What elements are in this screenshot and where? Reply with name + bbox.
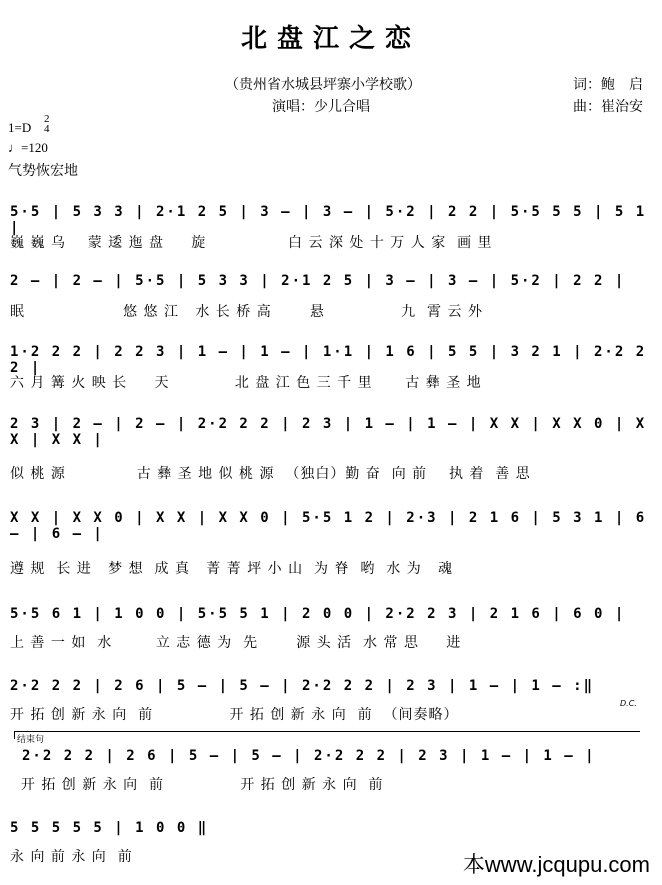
notation-text: 2 – | 2 – | 5·5 | 5 3 3 | 2·1 2 5 | 3 – | 3 – | 5·2 | 2 2 |: [10, 273, 626, 289]
notation-text: 1·2 2 2 | 2 2 3 | 1 – | 1 – | 1·1 | 1 6 | 5 5 | 3 2 1 | 2·2 2 2 |: [10, 344, 647, 376]
notation-row-4: [0, 416, 662, 448]
watermark: 本www.jcqupu.com: [462, 852, 650, 877]
lyrics-row-3: 六 月 篝 火 映 长 天 北 盘 江 色 三 千 里 古 彝 圣 地: [10, 375, 482, 391]
notation-text: 5·5 6 1 | 1 0 0 | 5·5 5 1 | 2 0 0 | 2·2 2 3 | 2 1 6 | 6 0 |: [10, 606, 626, 622]
notation-text: 5 5 5 5 5 | 1 0 0 ‖: [10, 820, 209, 836]
lyrics-row-6: 上 善 一 如 水 立 志 德 为 先 源 头 活 水 常 思 进: [10, 635, 462, 651]
notation-text: 5·5 | 5 3 3 | 2·1 2 5 | 3 – | 3 – | 5·2 | 2 2 | 5·5 5 5 | 5 1 |: [10, 204, 647, 236]
lyrics-row-8: 开 拓 创 新 永 向 前 开 拓 创 新 永 向 前: [10, 777, 384, 793]
lyrics-row-2: 眠 悠 悠 江 水 长 桥 高 悬 九 霄 云 外: [10, 304, 483, 320]
ending-label: 结束句: [17, 735, 45, 745]
subtitle: （贵州省水城县坪寨小学校歌）: [225, 77, 421, 93]
time-top: 2: [44, 113, 50, 125]
composer: 曲：崔治安: [573, 99, 643, 115]
notation-text: 2·2 2 2 | 2 6 | 5 – | 5 – | 2·2 2 2 | 2 3 | 1 – | 1 – :‖: [10, 678, 595, 694]
time-signature: [44, 114, 50, 134]
lyrics-row-7: 开 拓 创 新 永 向 前 开 拓 创 新 永 向 前 （间奏略）: [10, 707, 459, 723]
time-bottom: 4: [44, 123, 50, 135]
tempo-marking: ♩=120: [8, 140, 48, 155]
notation-row-2: [0, 273, 662, 297]
notation-text: 2 3 | 2 – | 2 – | 2·2 2 2 | 2 3 | 1 – | 1 – | X X | X X 0 | X X | X X |: [10, 416, 647, 448]
lyricist: 词：鲍 启: [573, 77, 643, 93]
notation-row-6: [0, 606, 662, 630]
notation-row-1: [0, 204, 662, 236]
lyrics-row-9: 永 向 前 永 向 前: [10, 849, 133, 865]
lyrics-row-4: 似 桃 源 古 彝 圣 地 似 桃 源 （独白）勤 奋 向 前 执 着 善 思: [10, 466, 531, 482]
dc-marking: D.C.: [620, 699, 637, 708]
singer: 演唱：少儿合唱: [272, 99, 370, 115]
expression-marking: 气势恢宏地: [8, 163, 78, 179]
notation-row-9: [0, 820, 662, 844]
notation-row-8: [0, 748, 662, 772]
ending-bracket-line: [14, 731, 640, 732]
ending-bracket-tick: [14, 731, 15, 739]
lyrics-row-1: 巍 巍 乌 蒙 逶 迤 盘 旋 白 云 深 处 十 万 人 家 画 里: [10, 235, 493, 251]
key-signature: 1=D: [8, 120, 32, 135]
notation-row-3: [0, 344, 662, 376]
notation-text: 2·2 2 2 | 2 6 | 5 – | 5 – | 2·2 2 2 | 2 3 | 1 – | 1 – |: [22, 748, 596, 764]
lyrics-row-5: 遵 规 长 进 梦 想 成 真 菁 菁 坪 小 山 为 脊 哟 水 为 魂: [10, 561, 454, 577]
notation-row-7: [0, 678, 662, 702]
notation-row-5: [0, 510, 662, 542]
song-title: 北盘江之恋: [240, 24, 421, 54]
notation-text: X X | X X 0 | X X | X X 0 | 5·5 1 2 | 2·3 | 2 1 6 | 5 3 1 | 6 – | 6 – |: [10, 510, 647, 542]
